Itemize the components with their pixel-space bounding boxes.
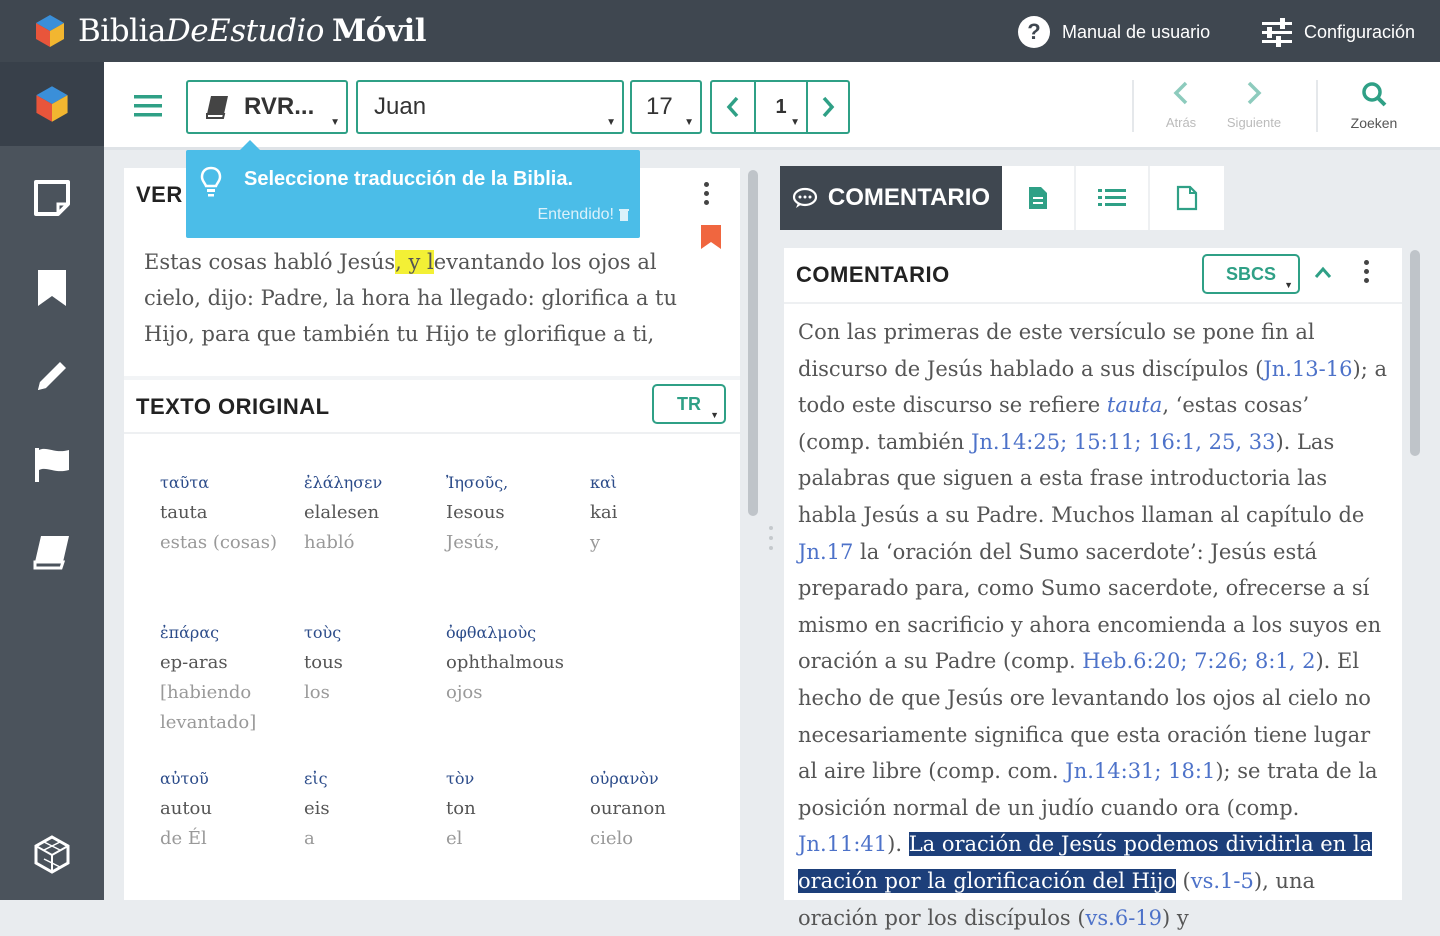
document-filled-icon [1027, 185, 1049, 211]
history-back-label: Atrás [1165, 115, 1197, 130]
panel-resize-handle[interactable] [767, 520, 775, 564]
interlinear-word[interactable] [160, 468, 280, 558]
spanish-gloss: habló [304, 532, 355, 553]
verse-panel-title: VER [136, 182, 183, 207]
verse-select[interactable] [756, 82, 806, 132]
verse-panel-scrollbar[interactable] [748, 170, 758, 516]
book-icon [31, 532, 73, 572]
spanish-gloss: a [304, 828, 315, 849]
cube-outline-icon [32, 834, 72, 874]
transliteration: kai [590, 502, 618, 523]
tooltip-dismiss-button[interactable] [537, 206, 630, 224]
chevron-right-icon [820, 96, 836, 118]
bible-book-icon [204, 94, 230, 120]
cube-icon [34, 84, 70, 124]
search-button[interactable] [1342, 80, 1406, 131]
bookmark-icon [36, 268, 68, 308]
history-next-button[interactable] [1216, 80, 1292, 130]
list-icon [1098, 187, 1126, 209]
transliteration: tous [304, 652, 343, 673]
commentary-options-button[interactable] [1364, 260, 1370, 283]
pencil-icon [32, 356, 72, 396]
interlinear-word[interactable] [304, 468, 434, 558]
tab-document[interactable] [1150, 166, 1224, 230]
scripture-link[interactable]: Heb.6:20; 7:26; 8:1, 2 [1082, 649, 1316, 674]
verse-navigator [710, 80, 850, 134]
chevron-down-icon: ▼ [684, 117, 694, 128]
transliteration: autou [160, 798, 212, 819]
interlinear-word[interactable] [160, 764, 280, 854]
tab-list[interactable] [1076, 166, 1150, 230]
sidebar-item-edit[interactable] [0, 334, 104, 418]
selected-text[interactable]: La oración de Jesús podemos dividirla en la oración por la glorificación del Hijo [798, 832, 1373, 893]
commentary-text-part: ); se trata de la posición normal de un judío cuando ora (comp. [798, 759, 1378, 820]
lightbulb-icon [200, 166, 222, 198]
greek-word[interactable]: καὶ [590, 473, 618, 492]
trash-icon [618, 208, 630, 222]
sliders-icon [1260, 17, 1294, 47]
sidebar-item-library[interactable] [0, 510, 104, 594]
greek-word[interactable]: ἐλάλησεν [304, 473, 383, 492]
spanish-gloss: cielo [590, 828, 634, 849]
search-label: Zoeken [1350, 115, 1398, 131]
arrow-back-icon [1171, 80, 1191, 106]
transliteration: ophthalmous [446, 652, 565, 673]
section-divider [784, 302, 1402, 304]
question-icon: ? [1018, 16, 1050, 48]
sidebar-item-notes[interactable] [0, 156, 104, 240]
original-text-title: TEXTO ORIGINAL [136, 394, 330, 419]
navigation-toolbar [104, 62, 1440, 150]
settings-label: Configuración [1304, 21, 1416, 42]
transliteration: ton [446, 798, 476, 819]
app-brand [34, 10, 426, 52]
commentary-text-part: Con las primeras de este versículo se pone fin al discurso de Jesús hablado a sus discípulos ( [798, 320, 1315, 381]
cube-logo-icon [34, 13, 66, 49]
verse-text[interactable] [144, 244, 714, 352]
interlinear-word[interactable] [304, 618, 434, 708]
interlinear-word[interactable] [590, 764, 720, 854]
commentary-text-part: ). [887, 832, 909, 857]
app-title [78, 13, 426, 49]
help-label: Manual de usuario [1062, 21, 1211, 42]
commentary-title: COMENTARIO [796, 262, 950, 287]
transliteration: eis [304, 798, 330, 819]
chevron-up-icon[interactable] [1314, 266, 1332, 280]
tooltip-dismiss-label: Entendido! [537, 206, 614, 223]
chevron-left-icon [725, 96, 741, 118]
tooltip-text: Seleccione traducción de la Biblia. [244, 168, 573, 190]
note-icon [32, 178, 72, 218]
verse-panel [124, 168, 740, 900]
sidebar [0, 62, 104, 900]
commentary-scrollbar[interactable] [1410, 250, 1420, 456]
spanish-gloss: [habiendo levantado] [160, 682, 257, 733]
scripture-link[interactable]: vs.1-5 [1190, 868, 1254, 893]
app-header [0, 0, 1440, 62]
document-outline-icon [1176, 185, 1198, 211]
tab-commentary-label: COMENTARIO [827, 184, 991, 211]
greek-word[interactable]: τοὺς [304, 623, 342, 642]
history-back-button[interactable] [1156, 80, 1206, 130]
scripture-link[interactable]: Jn.14:31; 18:1 [1065, 759, 1216, 784]
transliteration: ep-aras [160, 652, 228, 673]
verse-highlight: , y l [395, 250, 434, 274]
greek-word[interactable]: ὀφθαλμοὺς [446, 623, 537, 642]
section-divider [124, 432, 740, 434]
tab-notes[interactable] [1002, 166, 1076, 230]
toolbar-divider [1316, 80, 1318, 132]
chapter-select[interactable] [630, 80, 702, 134]
spanish-gloss: estas (cosas) [160, 532, 277, 553]
hamburger-menu-icon[interactable] [134, 94, 162, 118]
scripture-link[interactable]: Jn.17 [798, 539, 854, 564]
scripture-link[interactable]: vs.6-19 [1085, 905, 1163, 930]
spanish-gloss: de Él [160, 828, 207, 849]
arrow-forward-icon [1244, 80, 1264, 106]
search-icon [1360, 80, 1388, 108]
brand-part-1: Biblia [78, 13, 166, 49]
interlinear-word[interactable] [304, 764, 434, 854]
transliteration: ouranon [590, 798, 666, 819]
book-select[interactable] [356, 80, 624, 134]
commentary-text-part: ( [1175, 868, 1191, 893]
tab-commentary[interactable] [780, 166, 1002, 230]
interlinear-word[interactable] [446, 764, 576, 854]
greek-word[interactable]: ἐπάρας [160, 623, 220, 642]
commentary-tabs [780, 166, 1224, 230]
spanish-gloss: los [304, 682, 330, 703]
verse-text-part: evantando los ojos al cielo, dijo: Padre, la hora ha llegado: glorifica a tu Hijo, para que también tu Hijo te glorifique a ti, [144, 250, 678, 346]
toolbar-divider [1132, 80, 1134, 132]
help-button[interactable] [1018, 14, 1210, 50]
chat-bubble-icon [792, 186, 818, 210]
spanish-gloss: ojos [446, 682, 483, 703]
translation-tooltip [186, 150, 640, 238]
greek-word[interactable]: εἰς [304, 769, 328, 788]
chapter-value: 17 [646, 93, 673, 120]
translation-select[interactable] [186, 80, 348, 134]
transliteration: Iesous [446, 502, 505, 523]
commentary-text-part: ); a todo este discurso se refiere [798, 356, 1387, 418]
flag-icon [31, 444, 73, 484]
commentary-source-select[interactable] [1202, 254, 1300, 294]
sidebar-item-bookmarks[interactable] [0, 246, 104, 330]
section-divider [124, 376, 740, 380]
verse-value: 1 [775, 95, 787, 118]
commentary-text-part: la ‘oración del Sumo sacerdote’: Jesús está preparado para, como Sumo sacerdote, ofrecerse a sí mismo en sacrificio y ahora encomienda a los suyos en oración a su Padre (comp. [798, 539, 1382, 674]
interlinear-word[interactable] [590, 468, 720, 558]
translation-value: RVR... [244, 93, 315, 120]
greek-word[interactable]: τὸν [446, 769, 475, 788]
original-version-select[interactable] [652, 384, 726, 424]
spanish-gloss: y [590, 532, 601, 553]
tooltip-arrow [240, 140, 260, 150]
chevron-down-icon: ▼ [606, 117, 616, 128]
sidebar-item-home[interactable] [0, 62, 104, 146]
commentary-text-part: , ‘estas cosas’ (comp. también [798, 393, 1310, 454]
settings-button[interactable] [1260, 14, 1415, 50]
greek-word[interactable]: αὐτοῦ [160, 769, 209, 788]
spanish-gloss: Jesús, [446, 532, 500, 553]
chevron-down-icon: ▼ [330, 117, 340, 128]
greek-word[interactable]: οὐρανὸν [590, 769, 659, 788]
interlinear-word[interactable] [446, 468, 576, 558]
scripture-link[interactable]: Jn.14:25; 15:11; 16:1, 25, 33 [970, 429, 1276, 454]
spanish-gloss: el [446, 828, 463, 849]
chevron-down-icon: ▼ [790, 117, 800, 128]
commentary-text-part: ) y [1162, 905, 1189, 930]
scripture-link[interactable]: Jn.13-16 [1263, 356, 1353, 381]
greek-word[interactable]: Ἰησοῦς, [446, 473, 509, 492]
interlinear-word[interactable] [446, 618, 576, 708]
book-value: Juan [374, 93, 427, 120]
history-next-label: Siguiente [1226, 115, 1282, 130]
commentary-panel [784, 248, 1402, 930]
commentary-text-part: ). El hecho de que Jesús ore levantando los ojos al cielo no necesariamente significa que esta oración tiene lugar al aire libre (comp. com. [798, 649, 1371, 784]
sidebar-item-about[interactable] [0, 812, 104, 896]
commentary-source-value: SBCS [1225, 263, 1276, 284]
scripture-link[interactable]: Jn.11:41 [798, 832, 888, 857]
verse-text-part: Estas cosas habló Jesús [144, 250, 396, 274]
commentary-text[interactable] [798, 314, 1388, 936]
sidebar-item-plans[interactable] [0, 422, 104, 506]
chevron-down-icon: ▼ [710, 410, 719, 420]
previous-verse-button[interactable] [712, 82, 756, 132]
chevron-down-icon: ▼ [1284, 280, 1293, 290]
transliteration: tauta [160, 502, 208, 523]
transliteration: elalesen [304, 502, 380, 523]
next-verse-button[interactable] [806, 82, 848, 132]
interlinear-word[interactable] [160, 618, 280, 738]
original-version-value: TR [677, 393, 701, 414]
verse-options-button[interactable] [704, 182, 710, 205]
greek-term-link[interactable]: tauta [1106, 393, 1163, 418]
brand-part-3: Móvil [331, 13, 427, 49]
commentary-text-part: ). Las palabras que siguen a esta frase introductoria las habla Jesús a su Padre. Muchos llaman al capítulo de [798, 429, 1365, 527]
brand-part-2: DeEstudio [165, 13, 324, 49]
commentary-text-part: ), una oración por los discípulos ( [798, 868, 1315, 930]
greek-word[interactable]: ταῦτα [160, 473, 210, 492]
